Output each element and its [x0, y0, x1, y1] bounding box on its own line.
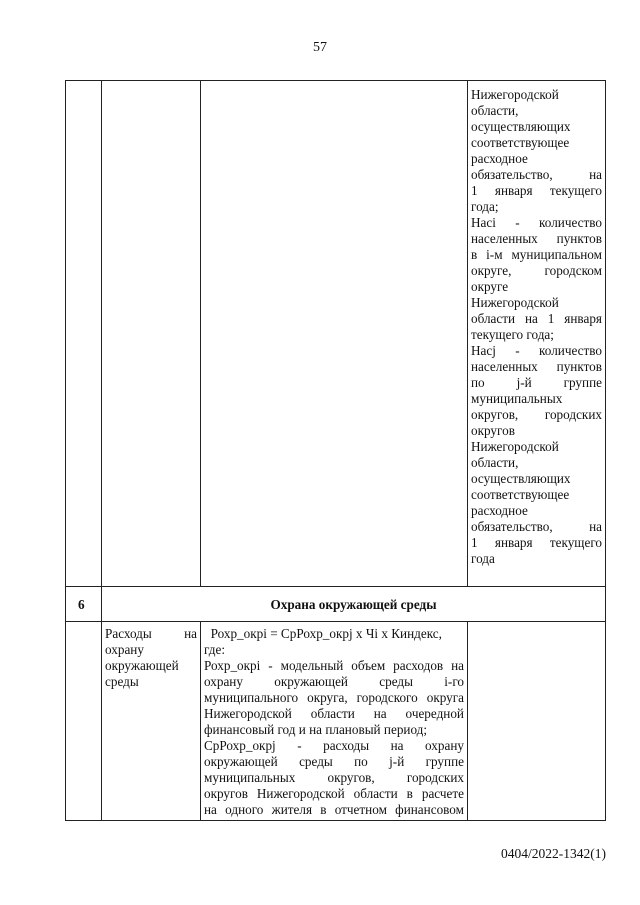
description-line: расходное — [471, 151, 528, 166]
formula-line: Рохр_окрi - модельный объем расходов на — [204, 658, 464, 673]
document-code: 0404/2022-1342(1) — [501, 846, 606, 861]
description-line: соответствующее — [471, 135, 570, 150]
section-header-row — [66, 587, 606, 622]
description-line: осуществляющих — [471, 119, 571, 134]
expense-name-line: охрану — [105, 642, 144, 657]
description-line: Насi - количество — [471, 215, 602, 230]
cell-description — [468, 81, 606, 587]
description-line: области, — [471, 103, 519, 118]
section-number: 6 — [66, 587, 102, 622]
description-line: округов — [471, 423, 515, 438]
formula-line: муниципальных округов, городских — [204, 770, 464, 785]
description-line: в i-м муниципальном — [471, 247, 602, 262]
description-line: осуществляющих — [471, 471, 571, 486]
description-line: текущего года; — [471, 327, 554, 342]
expense-name-line: среды — [105, 674, 139, 689]
formula-line: СрРохр_окрj - расходы на охрану — [204, 738, 464, 753]
expense-name-line: окружающей — [105, 658, 179, 673]
formula-line: на одного жителя в отчетном финансовом — [204, 802, 464, 817]
description-line: области, — [471, 455, 519, 470]
description-line: Нижегородской — [471, 295, 559, 310]
description-line: обязательство, на — [471, 167, 602, 182]
cell-name-empty — [102, 81, 201, 587]
description-line: Нижегородской — [471, 87, 559, 102]
cell-formula — [201, 622, 468, 821]
document-table — [65, 80, 606, 821]
description-line: расходное — [471, 503, 528, 518]
page-number: 57 — [313, 40, 327, 55]
formula-line: окружающей среды по j-й группе — [204, 754, 464, 769]
description-line: муниципальных — [471, 391, 563, 406]
cell-number-empty — [66, 622, 102, 821]
description-line: обязательство, на — [471, 519, 602, 534]
description-line: Нижегородской — [471, 439, 559, 454]
formula-line: Рохр_окрi = СрРохр_окрj х Чi х Киндекс, — [204, 626, 442, 641]
description-line: округе, городском — [471, 263, 602, 278]
description-line: области на 1 января — [471, 311, 602, 326]
description-line: соответствующее — [471, 487, 570, 502]
description-line: населенных пунктов — [471, 231, 602, 246]
description-line: населенных пунктов — [471, 359, 602, 374]
cell-formula-empty — [201, 81, 468, 587]
description-line: округе — [471, 279, 509, 294]
formula-line: охрану окружающей среды i-го — [204, 674, 464, 689]
table-row-environment — [66, 622, 606, 821]
formula-line: Нижегородской области на очередной — [204, 706, 464, 721]
description-line: по j-й группе — [471, 375, 602, 390]
description-line: 1 января текущего — [471, 535, 602, 550]
cell-description-empty — [468, 622, 606, 821]
section-title: Охрана окружающей среды — [102, 587, 606, 622]
formula-line: финансовый год и на плановый период; — [204, 722, 428, 737]
description-line: года; — [471, 199, 499, 214]
description-line: Насj - количество — [471, 343, 602, 358]
table-row-continuation — [66, 81, 606, 587]
cell-number-empty — [66, 81, 102, 587]
description-line: округов, городских — [471, 407, 602, 422]
description-line: года — [471, 551, 495, 566]
formula-line: муниципального округа, городского округа — [204, 690, 464, 705]
cell-expense-name — [102, 622, 201, 821]
formula-line: где: — [204, 642, 225, 657]
description-line: 1 января текущего — [471, 183, 602, 198]
formula-line: округов Нижегородской области в расчете — [204, 786, 464, 801]
expense-name-line: Расходы на — [105, 626, 197, 641]
